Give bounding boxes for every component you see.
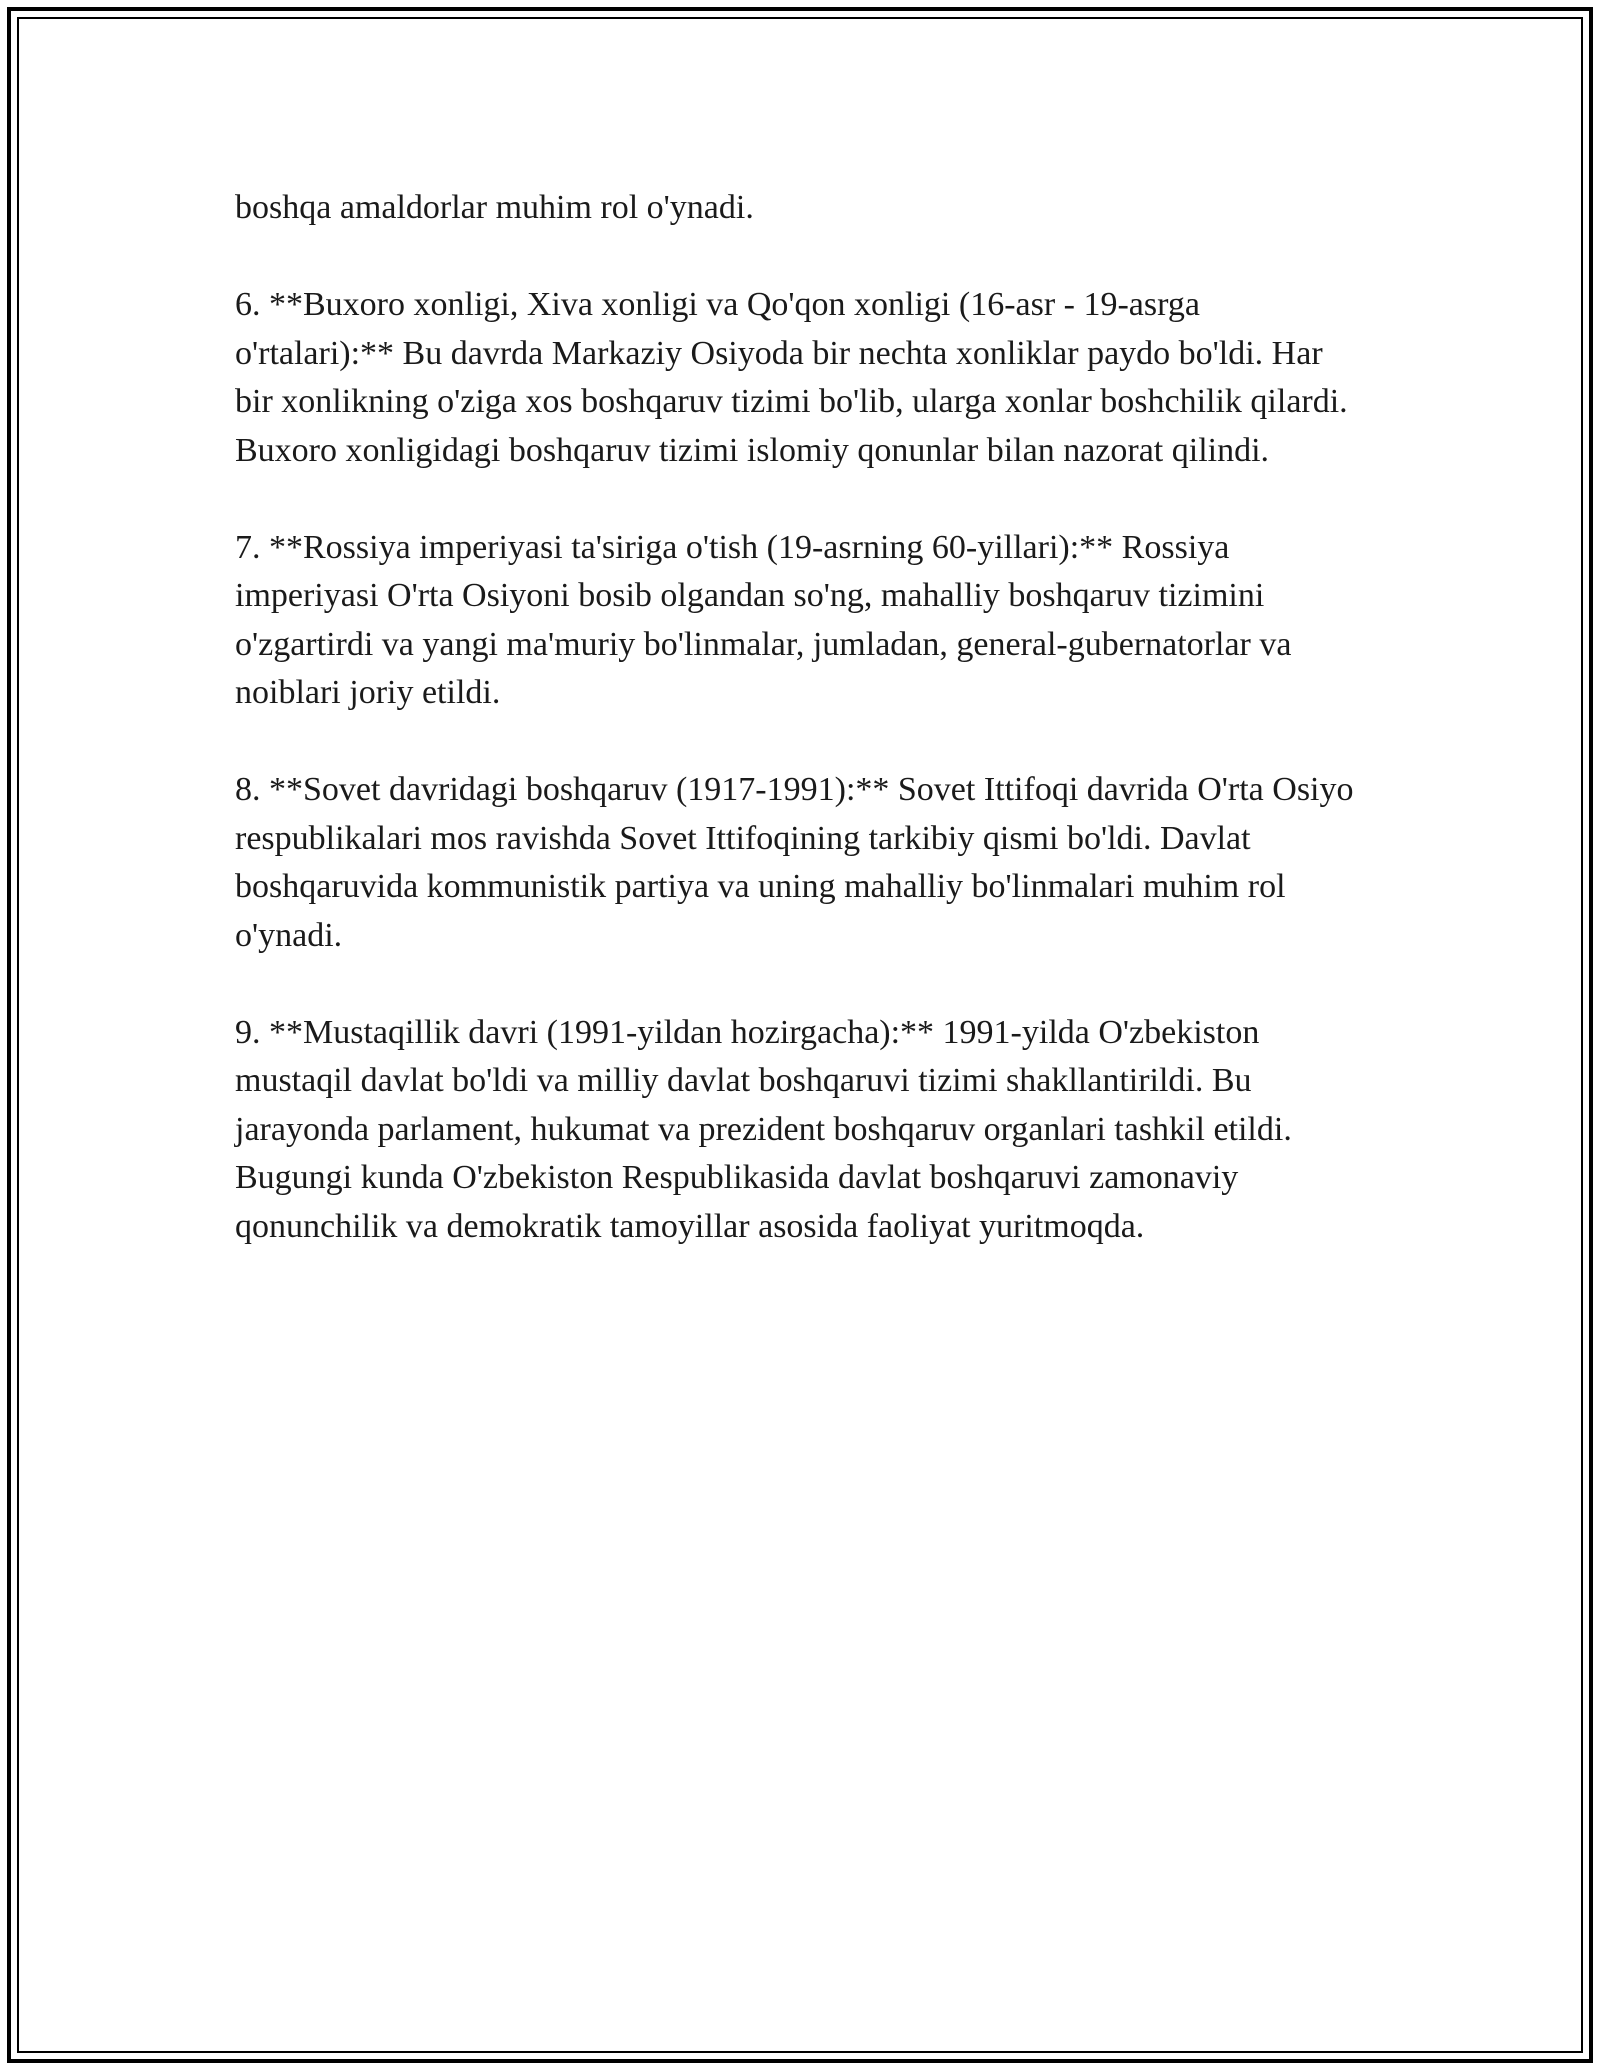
paragraph-item-9: 9. **Mustaqillik davri (1991-yildan hozirgacha):** 1991-yilda O'zbekiston mustaqil davlat bo'ldi va milliy davlat boshqaruvi tizimi shakllantirildi. Bu jarayonda parlament, hukumat va prezident boshqaruv organlari tashkil etildi. Bugungi kunda O'zbekiston Respublikasida davlat boshqaruvi zamonaviy qonunchilik va demokratik tamoyillar asosida faoliyat yuritmoqda.: [235, 1013, 1292, 1245]
document-body: [235, 184, 1365, 1300]
paragraph-item-6: 6. **Buxoro xonligi, Xiva xonligi va Qo'qon xonligi (16-asr - 19-asrga o'rtalari):** Bu davrda Markaziy Osiyoda bir nechta xonliklar paydo bo'ldi. Har bir xonlikning o'ziga xos boshqaruv tizimi bo'lib, ularga xonlar boshchilik qilardi. Buxoro xonligidagi boshqaruv tizimi islomiy qonunlar bilan nazorat qilindi.: [235, 286, 1348, 469]
paragraph-item-7: 7. **Rossiya imperiyasi ta'siriga o'tish (19-asrning 60-yillari):** Rossiya imperiyasi O'rta Osiyoni bosib olgandan so'ng, mahalliy boshqaruv tizimini o'zgartirdi va yangi ma'muriy bo'linmalar, jumladan, general-gubernatorlar va noiblari joriy etildi.: [235, 528, 1292, 711]
paragraph-continuation: boshqa amaldorlar muhim rol o'ynadi.: [235, 189, 754, 226]
paragraph-item-8: 8. **Sovet davridagi boshqaruv (1917-1991):** Sovet Ittifoqi davrida O'rta Osiyo respublikalari mos ravishda Sovet Ittifoqining tarkibiy qismi bo'ldi. Davlat boshqaruvida kommunistik partiya va uning mahalliy bo'linmalari muhim rol o'ynadi.: [235, 771, 1354, 954]
